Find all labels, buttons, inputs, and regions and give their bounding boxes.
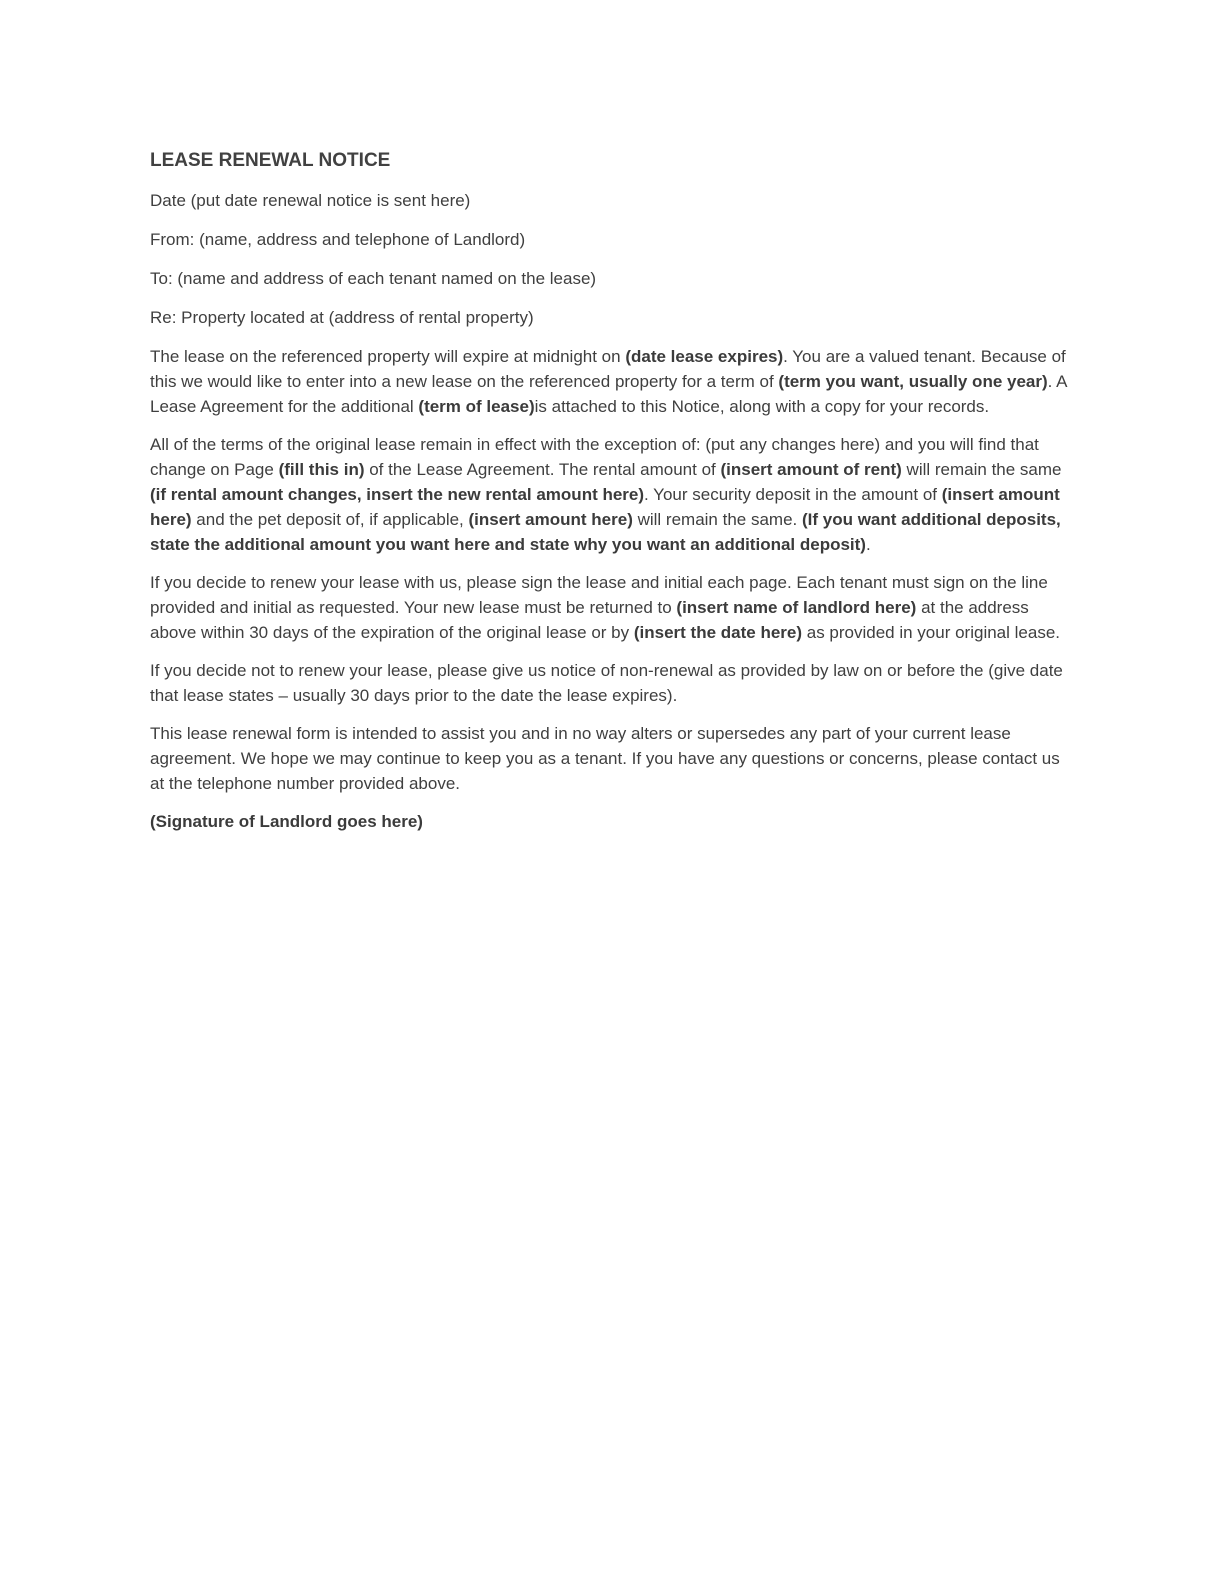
paragraphs — [150, 344, 1070, 796]
header-line: To: (name and address of each tenant named on the lease) — [150, 269, 597, 288]
document-title: LEASE RENEWAL NOTICE — [150, 150, 391, 171]
paragraph: If you decide to renew your lease with us, please sign the lease and initial each page. Each tenant must sign on the line provided and initial as requested. Your new lease must be returned to (insert name of landlord here) at the address above within 30 days of the expiration of the original lease or by (insert the date here) as provided in your original lease. — [150, 573, 1060, 642]
paragraph: All of the terms of the original lease remain in effect with the exception of: (put any changes here) and you will find that change on Page (fill this in) of the Lease Agreement. The rental amount of (insert amount of rent) will remain the same (if rental amount changes, insert the new rental amount here). Your security deposit in the amount of (insert amount here) and the pet deposit of, if applicable, (insert amount here) will remain the same. (If you want additional deposits, state the additional amount you want here and state why you want an additional deposit). — [150, 435, 1062, 554]
paragraph: If you decide not to renew your lease, please give us notice of non-renewal as provided by law on or before the (give date that lease states – usually 30 days prior to the date the lease expires). — [150, 661, 1063, 705]
paragraph: This lease renewal form is intended to assist you and in no way alters or supersedes any part of your current lease agreement. We hope we may continue to keep you as a tenant. If you have any questions or concerns, please contact us at the telephone number provided above. — [150, 724, 1060, 793]
header-line: Re: Property located at (address of rental property) — [150, 308, 534, 327]
header-lines — [150, 188, 1070, 330]
signature-line: (Signature of Landlord goes here) — [150, 812, 423, 831]
header-line: Date (put date renewal notice is sent here) — [150, 191, 471, 210]
header-line: From: (name, address and telephone of Landlord) — [150, 230, 526, 249]
paragraph: The lease on the referenced property will expire at midnight on (date lease expires). You are a valued tenant. Because of this we would like to enter into a new lease on the referenced property for a term of (term you want, usually one year). A Lease Agreement for the additional (term of lease)is attached to this Notice, along with a copy for your records. — [150, 347, 1067, 416]
